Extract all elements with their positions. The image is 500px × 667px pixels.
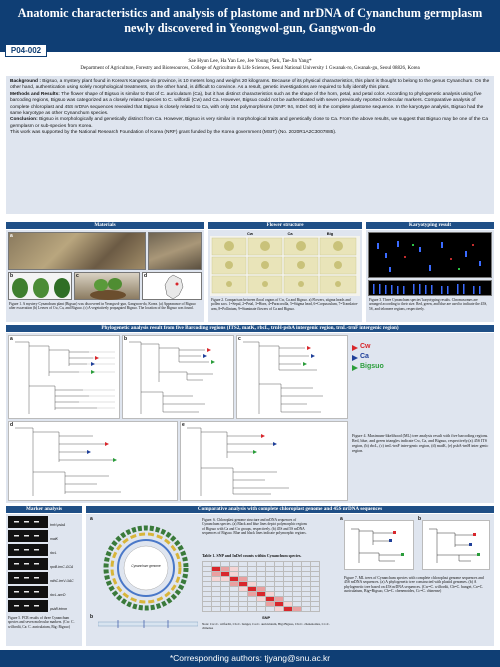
nrdna-track xyxy=(98,618,198,630)
figure-2-caption: Figure 2. Comparison between floral organs of Cw, Ca and Bigsuo. a) Flowers, stigma heads and pollen sacs. 1=Sepal, 2=Petal, 3=Horn, 4=Paracorolla, 5=Stigma head, 6=Corpusculum, 7=Translator-arm, 8=Pollinium, 9=Staminate flowers of Ca and Bigsuo. xyxy=(211,298,359,311)
karyogram-illustration xyxy=(369,281,493,297)
cp-genome-center-label: Cynanchum genome xyxy=(131,564,161,568)
flower-col-ca: Ca xyxy=(287,231,293,236)
tree-trnl-trnf-diagram xyxy=(237,336,348,419)
ml-tree-label-b: b xyxy=(418,516,422,522)
karyotyping-panel xyxy=(366,230,494,322)
tree-label-b: b xyxy=(124,336,128,342)
figure-7-caption: Figure 7. ML trees of Cynanchum species with complete chloroplast genome sequences and 45S nrDNA sequences. (a) A phylogenetic tree constructed with plastid genomes. (b) A phylogenetic tree based on 45S nrDNA sequences. (Cw=C. wilfordii, Cb=C. bungei, Ca=C. auriculatum, Big=Bigsuo, Ch=C. chenenoides, Cc=C. chinense) xyxy=(344,576,484,594)
tree-rbcl-diagram xyxy=(123,336,234,419)
pcr-gel-images xyxy=(8,516,48,614)
phylogeny-panel xyxy=(6,333,494,503)
methods-paragraph xyxy=(10,92,490,118)
ml-tree-label-a: a xyxy=(340,516,343,522)
tree-psba-trnh xyxy=(180,421,348,501)
background-label: Background : xyxy=(10,79,41,84)
figure-5-caption: Figure 5. PCR results of three Cynanchum species and seven molecular markers. (Cw: C. wilfordii, Ca: C. auriculatum, Big: Bigsuo) xyxy=(8,616,75,629)
marker-name: ndhC-trnV-UAC xyxy=(50,579,74,583)
panel-label-b: b xyxy=(10,273,14,279)
phylogeny-header: Phylogenetic analysis result from five Barcoding regions (ITS2, matK, rbcL, trnH-psbA intergenic region, trnL-trnF intergenic region) xyxy=(6,325,494,332)
flower-col-big: Big xyxy=(326,231,334,236)
figure-6-caption: Figure. 6. Chloroplast genome structure and nrDNA sequences of Cynanchum species. (a) Black and blue lines depict polymorphic regions of Bigsuo with Ca and Cw groups, respectively. (b) 45S and 5S nrDNA sequences of Bigsuo. Blue and black lines indicate polymorphic regions. xyxy=(202,518,307,536)
nrdna-tree xyxy=(422,520,490,570)
figure-4-caption: Figure 4. Maximum-likelihood (ML) tree analysis result with five barcoding regions. Red, blue, and green triangles indicate Cw, Ca, and Bigsuo, respectively.(a) 45S ITS region, (b) rbcL, (c) trnL-trnF inter-genic region, (d) matK, (e) psbA-trnH inter genic region. xyxy=(352,433,489,453)
affiliation: Department of Agriculture, Forestry and Bioresources, College of Agriculture & Life Sciences, Seoul National University 1 Gwanak-ro, Gwanak-gu, Seoul 08826, Korea xyxy=(80,66,420,71)
abstract-panel xyxy=(6,76,494,214)
contact-footer xyxy=(0,650,500,667)
korea-location-map xyxy=(142,272,202,300)
marker-analysis-header: Marker analysis xyxy=(6,506,82,513)
flower-organ-grid xyxy=(210,236,360,296)
excavated-root-photo xyxy=(8,232,146,270)
methods-text: The flower shape of Bigsuo is similar to that of C. auriculatum (Ca), but it has distinct characteristics such as the shape of the horn, petal, and petal color. According to phylogenetic analysis using five barcoding regions, Bigsuo was categorized as a closely related species to C. wilfordii (Cw) and Ca. However, Bigsuo could not be authenticated with seven previously reported molecular markers. Comparative analysis of complete chloroplast and 45S nrDNA sequences revealed that Bigsuo is closely related to Ca, with only 154 polymorphisms (SNP: 94, InDel: 60) in the complete plastome sequence. In the karyotype analysis, Bigsuo had the same karyotype as other Cynanchum species. xyxy=(10,91,484,117)
figure-1-caption: Figure 1. A mystery Cynanchum plant (Bigsuo) was discovered in Yeongwol-gun, Gangwon-do, Korea. (a) Appearance of Bigsuo after excavation (b) Leaves of Cw, Ca, and Bigsuo. (c) A vegetatively propagated Bigsuo. The location of the Bigsuo was found. xyxy=(9,302,196,311)
root-closeup-photo xyxy=(148,232,202,270)
panel-label-c: c xyxy=(76,273,79,279)
comparative-analysis-header: Comparative analysis with complete chloroplast genome and 45S nrDNA sequences xyxy=(86,506,494,513)
methods-label: Methods and Results: xyxy=(10,91,60,97)
background-text: Bigsuo, a mystery plant found in Korea's Kangwon-do province, is 10 meters long and weighs 20 kilograms. Because of its physical characteristics, this plant is thought to belong to the genus Cynanchum. On the other hand, authentication using solely morphological treatments, on the other hand, is difficult to convince. As a result, genetic investigations are required to fully identify this plant. xyxy=(10,79,490,91)
marker-name: trnH-psbA xyxy=(50,523,66,527)
karyotyping-header: Karyotyping result xyxy=(366,222,494,229)
snp-indel-table xyxy=(202,561,320,612)
legend-ca: Ca xyxy=(360,353,369,360)
conclusion-text: Bigsuo is morphologically and genetically distinct from Ca. However, Bigsuo is very similar in morphological traits and genetically close to Ca. From the above results, we suggest that Bigsuo may be one of the Ca germplasm or sub-species from Korea. xyxy=(10,117,489,129)
tree-matk xyxy=(8,421,178,501)
materials-header: Materials xyxy=(6,222,204,229)
poster-id-badge: P04-002 xyxy=(5,44,47,57)
cp-panel-label-b: b xyxy=(90,614,94,620)
tree-rbcl xyxy=(122,335,234,419)
legend-cw: Cw xyxy=(360,343,371,350)
legend-markers xyxy=(352,344,360,372)
chloroplast-genome-map xyxy=(96,520,196,616)
table-1-note: Note: Cw=C. wilfordii, Cb=C. bungei, Ca=C. auriculatum, Big=Bigsuo, Ch=C. chenenoides, Cc=C. chinense xyxy=(202,622,330,631)
tree-label-d: d xyxy=(10,422,14,428)
cp-genome-tree-diagram xyxy=(345,521,414,570)
marker-name: rbcL xyxy=(50,551,57,555)
potted-plant-illustration xyxy=(75,273,141,301)
marker-name: matK xyxy=(50,537,58,541)
propagated-plant-photo xyxy=(74,272,140,300)
tree-its2-diagram xyxy=(9,336,120,419)
flower-structure-header: Flower structure xyxy=(208,222,362,229)
marker-name: rpoB-trnC-GCA xyxy=(50,565,74,569)
tree-its2 xyxy=(8,335,120,419)
cp-panel-label-a: a xyxy=(90,516,93,522)
karyogram-strip xyxy=(368,280,492,296)
leaf-comparison-photo xyxy=(8,272,72,300)
tree-matk-diagram xyxy=(9,422,178,501)
funding-statement: This work was supported by the National Research Foundation of Korea (NRF) grant funded by the Korea government (MSIT) (No. 2020R1A2C3007885). xyxy=(10,130,337,136)
snp-axis-label: SNP xyxy=(262,615,271,620)
flower-col-cw: Cw xyxy=(247,231,253,236)
table-1-title: Table 1. SNP and InDel counts within Cynanchum species. xyxy=(202,553,302,558)
figure-3-caption: Figure 3. Three Cynanchum species' karyotyping results. Chromosomes are arranged according to their size. Red, green, and blue are used to indicate the 45S, 5S, and telomere regions, respectively. xyxy=(369,298,488,311)
legend-bigsuo: Bigsuo xyxy=(360,363,384,370)
cp-genome-tree xyxy=(344,520,414,570)
tree-trnl-trnf xyxy=(236,335,348,419)
tree-psba-trnh-diagram xyxy=(181,422,348,501)
conclusion-paragraph xyxy=(10,117,490,130)
flower-structure-panel xyxy=(208,230,362,322)
materials-panel xyxy=(6,230,204,322)
panel-label-d: d xyxy=(144,273,148,279)
tree-label-c: c xyxy=(238,336,241,342)
snp-matrix xyxy=(202,561,320,612)
tree-label-a: a xyxy=(10,336,13,342)
tree-label-e: e xyxy=(182,422,185,428)
author-list: Sae Hyun Lee, Ha Yan Lee, Jee Young Park, Tae-Jin Yang* xyxy=(188,58,312,64)
leaves-illustration xyxy=(9,273,73,301)
poster-title: Anatomic characteristics and analysis of plastome and nrDNA of Cynanchum germplasm newly discovered in Yeongwol-gun, Gangwon-do xyxy=(17,6,483,35)
marker-name: rbcL-accD xyxy=(50,593,66,597)
marker-names xyxy=(50,518,81,616)
chromosome-image xyxy=(368,232,492,278)
comparative-analysis-panel xyxy=(86,514,494,646)
title-banner xyxy=(0,0,500,52)
nrdna-tree-diagram xyxy=(423,521,490,570)
corresponding-author: *Corresponding authors: tjyang@snu.ac.kr xyxy=(169,653,331,663)
background-paragraph xyxy=(10,79,490,92)
chromosome-spread-illustration xyxy=(369,233,493,279)
conclusion-label: Conclusion: xyxy=(10,117,38,123)
panel-label-a: a xyxy=(10,233,13,239)
marker-analysis-panel xyxy=(6,514,82,646)
marker-name: psbB intron xyxy=(50,607,68,611)
map-illustration xyxy=(143,273,203,301)
